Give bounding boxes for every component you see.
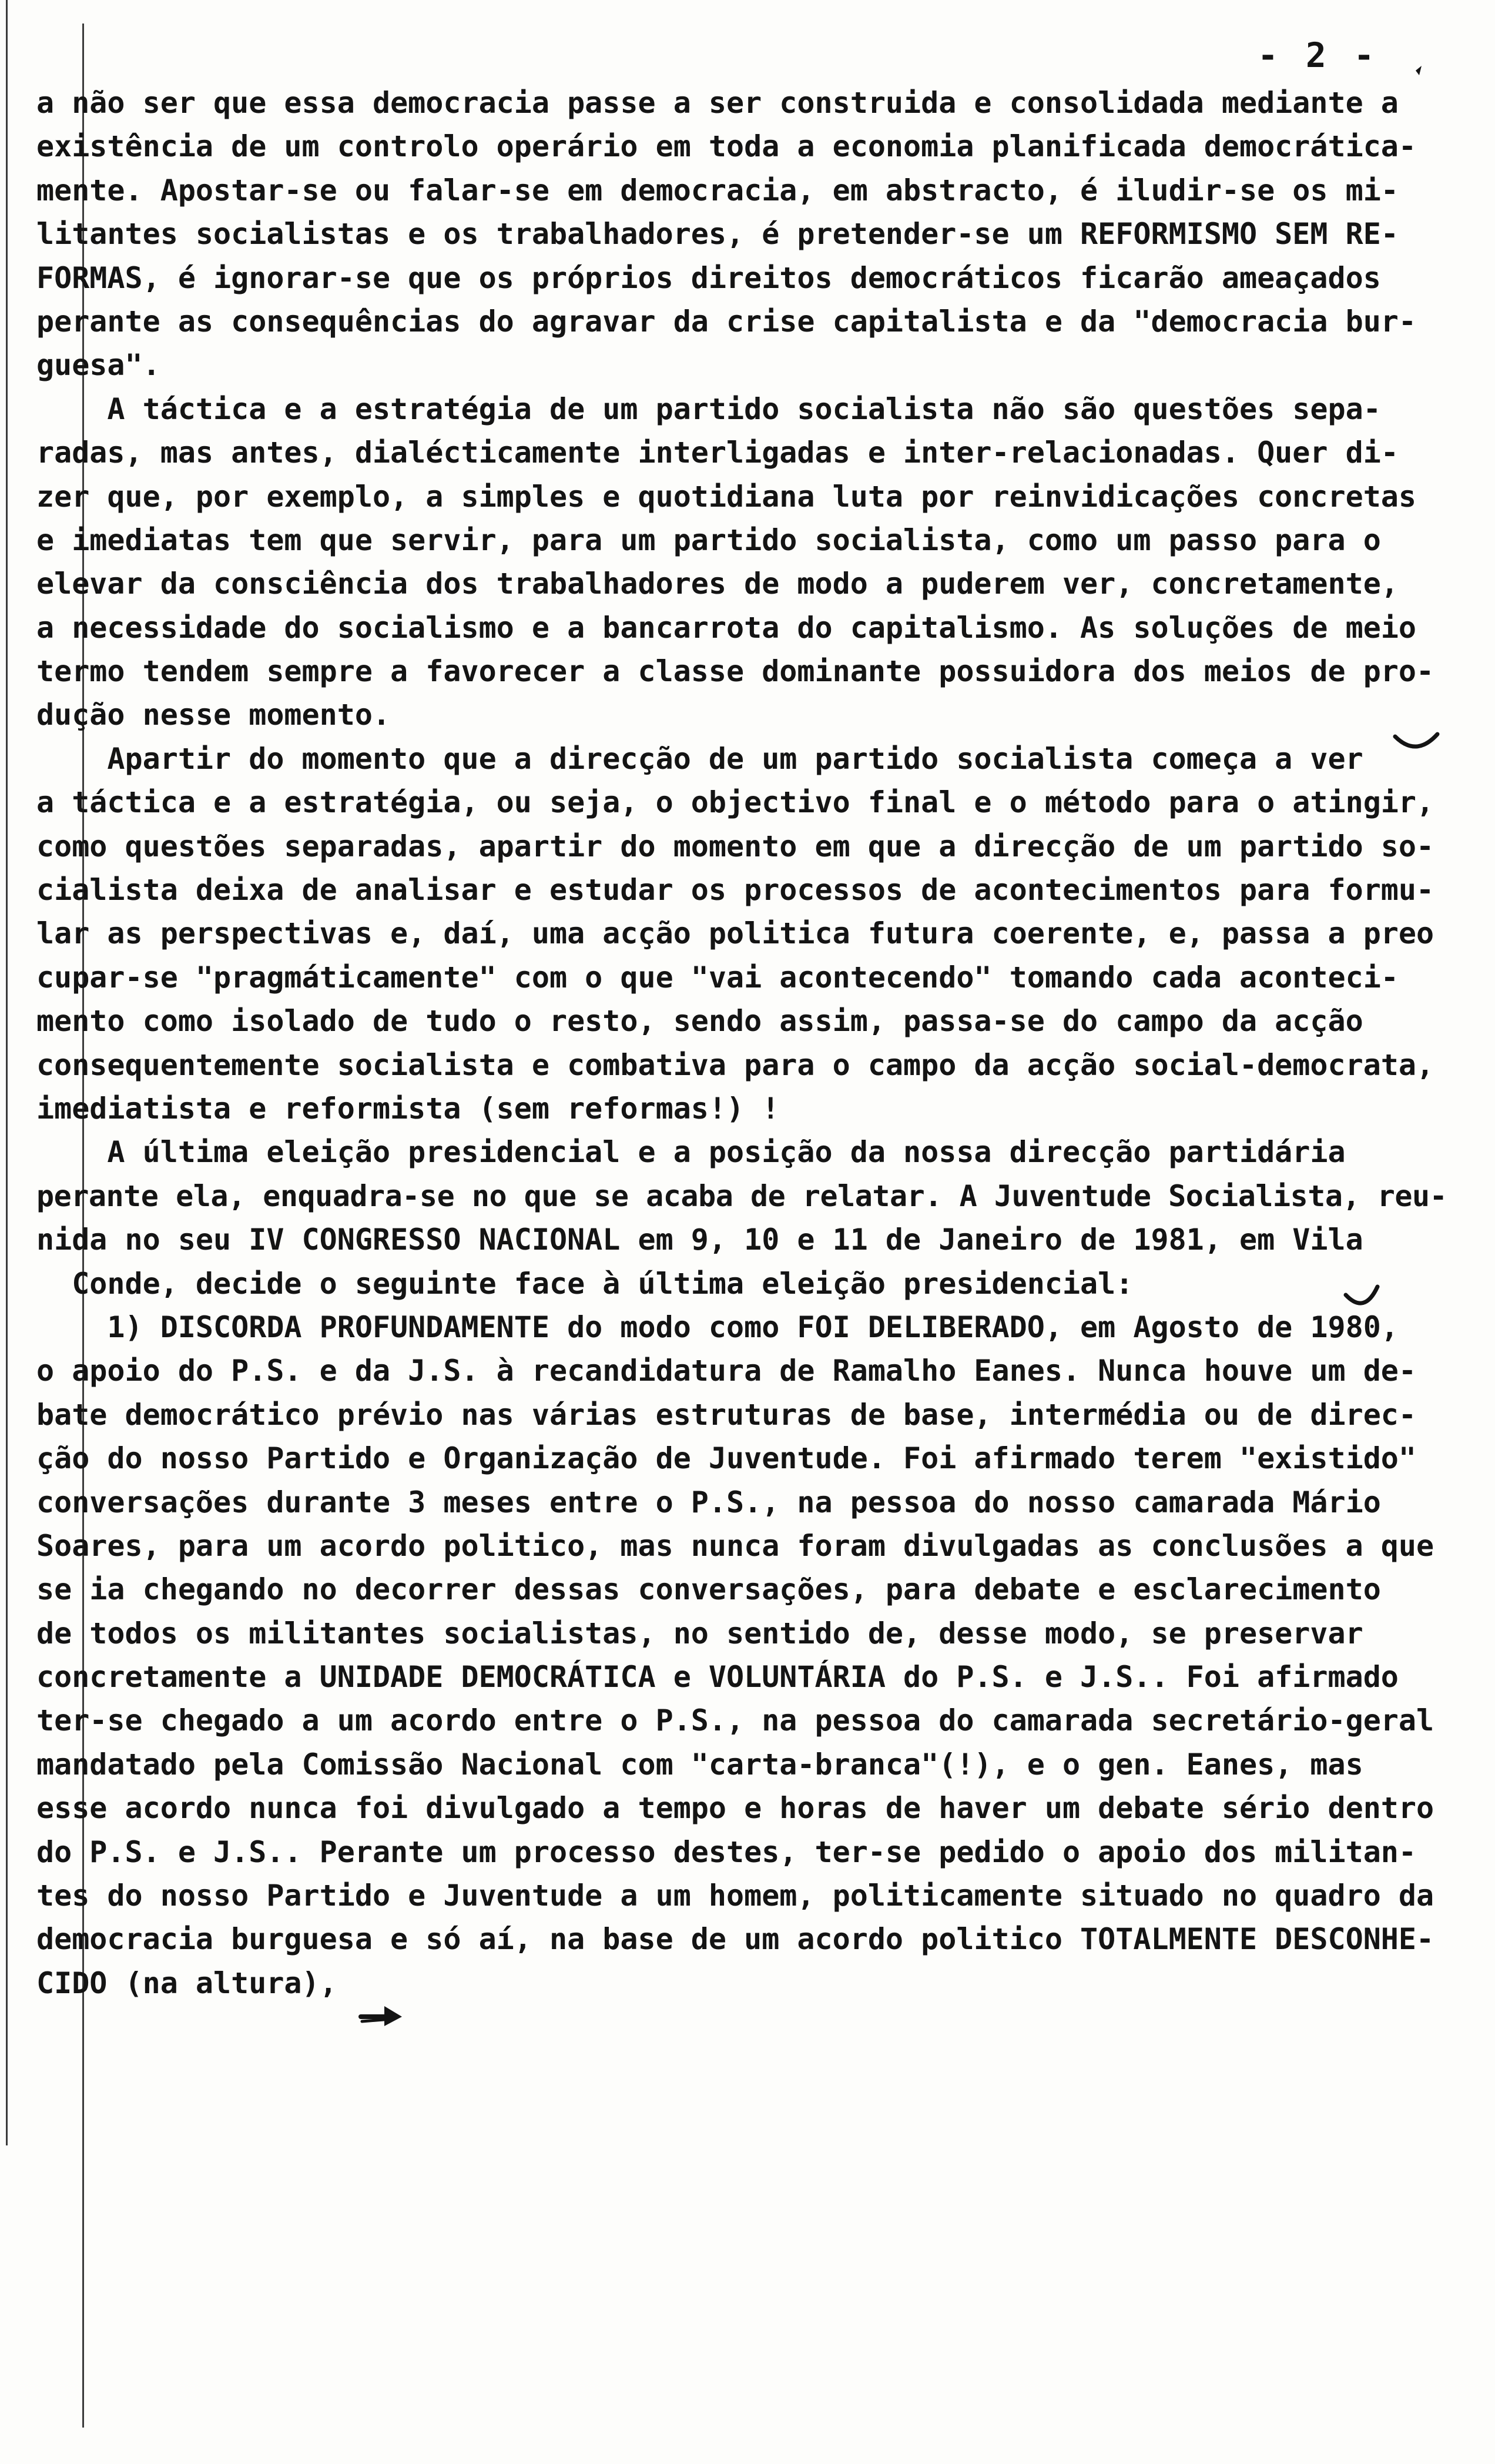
text-line: o apoio do P.S. e da J.S. à recandidatura de Ramalho Eanes. Nunca houve um de-	[36, 1354, 1416, 1388]
text-line: de todos os militantes socialistas, no sentido de, desse modo, se preservar	[36, 1616, 1363, 1651]
text-line: FORMAS, é ignorar-se que os próprios direitos democráticos ficarão ameaçados	[36, 260, 1381, 295]
text-line: perante as consequências do agravar da crise capitalista e da "democracia bur-	[36, 304, 1416, 339]
text-line: consequentemente socialista e combativa para o campo da acção social-democrata,	[36, 1047, 1434, 1082]
curved-pen-mark-icon	[1393, 732, 1440, 755]
text-line: mento como isolado de tudo o resto, sendo assim, passa-se do campo da acção	[36, 1004, 1363, 1039]
text-line: cupar-se "pragmáticamente" com o que "vai acontecendo" tomando cada aconteci-	[36, 960, 1399, 995]
text-line: radas, mas antes, dialécticamente interligadas e inter-relacionadas. Quer di-	[36, 436, 1399, 470]
text-line: dução nesse momento.	[36, 698, 391, 732]
text-line: a não ser que essa democracia passe a ser construida e consolidada mediante a	[36, 86, 1399, 120]
text-line: ter-se chegado a um acordo entre o P.S., na pessoa do camarada secretário-geral	[36, 1703, 1434, 1738]
text-line: nida no seu IV CONGRESSO NACIONAL em 9, 10 e 11 de Janeiro de 1981, em Vila	[36, 1223, 1363, 1257]
text-line: guesa".	[36, 348, 160, 383]
text-line: termo tendem sempre a favorecer a classe dominante possuidora dos meios de pro-	[36, 654, 1434, 689]
page-number: - 2 -	[1258, 35, 1378, 75]
text-line: conversações durante 3 meses entre o P.S., na pessoa do nosso camarada Mário	[36, 1485, 1381, 1519]
text-line: A última eleição presidencial e a posição da nossa direcção partidária	[36, 1135, 1346, 1170]
text-line: esse acordo nunca foi divulgado a tempo e horas de haver um debate sério dentro	[36, 1791, 1434, 1826]
text-line: CIDO (na altura),	[36, 1966, 337, 2000]
text-line: imediatista e reformista (sem reformas!) !	[36, 1091, 780, 1126]
text-line: concretamente a UNIDADE DEMOCRÁTICA e VOLUNTÁRIA do P.S. e J.S.. Foi afirmado	[36, 1660, 1399, 1695]
text-line: existência de um controlo operário em toda a economia planificada democrática-	[36, 129, 1416, 164]
text-line: a táctica e a estratégia, ou seja, o objectivo final e o método para o atingir,	[36, 785, 1434, 820]
text-line: cialista deixa de analisar e estudar os processos de acontecimentos para formu-	[36, 873, 1434, 908]
text-line: lar as perspectivas e, daí, uma acção politica futura coerente, e, passa a preo	[36, 916, 1434, 951]
text-line: como questões separadas, apartir do momento em que a direcção de um partido so-	[36, 829, 1434, 863]
body-text	[36, 81, 1447, 2005]
text-line: do P.S. e J.S.. Perante um processo destes, ter-se pedido o apoio dos militan-	[36, 1834, 1416, 1869]
text-line: perante ela, enquadra-se no que se acaba de relatar. A Juventude Socialista, reu-	[36, 1179, 1447, 1213]
text-line: Apartir do momento que a direcção de um partido socialista começa a ver	[36, 741, 1363, 776]
text-line: elevar da consciência dos trabalhadores de modo a puderem ver, concretamente,	[36, 567, 1399, 601]
text-line: e imediatas tem que servir, para um partido socialista, como um passo para o	[36, 523, 1381, 557]
text-line: litantes socialistas e os trabalhadores, é pretender-se um REFORMISMO SEM RE-	[36, 217, 1399, 252]
tick-mark-icon	[1413, 60, 1431, 78]
text-line: zer que, por exemplo, a simples e quotidiana luta por reinvidicações concretas	[36, 479, 1416, 514]
text-line: bate democrático prévio nas várias estruturas de base, intermédia ou de direc-	[36, 1397, 1416, 1432]
text-line: se ia chegando no decorrer dessas conversações, para debate e esclarecimento	[36, 1572, 1381, 1607]
text-line: mandatado pela Comissão Nacional com "carta-branca"(!), e o gen. Eanes, mas	[36, 1747, 1363, 1782]
text-line: a necessidade do socialismo e a bancarrota do capitalismo. As soluções de meio	[36, 610, 1416, 645]
text-line: A táctica e a estratégia de um partido socialista não são questões sepa-	[36, 391, 1381, 426]
text-line: tes do nosso Partido e Juventude a um homem, politicamente situado no quadro da	[36, 1879, 1434, 1913]
text-line: Soares, para um acordo politico, mas nunca foram divulgadas as conclusões a que	[36, 1528, 1434, 1563]
curved-pen-mark-icon	[1341, 1284, 1382, 1314]
arrow-right-icon	[358, 2001, 405, 2027]
text-line: democracia burguesa e só aí, na base de um acordo politico TOTALMENTE DESCONHE-	[36, 1922, 1434, 1957]
text-line: mente. Apostar-se ou falar-se em democracia, em abstracto, é iludir-se os mi-	[36, 173, 1399, 207]
text-line: 1) DISCORDA PROFUNDAMENTE do modo como FOI DELIBERADO, em Agosto de 1980,	[36, 1310, 1399, 1344]
text-line: Conde, decide o seguinte face à última eleição presidencial:	[36, 1266, 1134, 1301]
page-left-edge	[6, 0, 8, 2145]
text-line: ção do nosso Partido e Organização de Juventude. Foi afirmado terem "existido"	[36, 1441, 1416, 1476]
